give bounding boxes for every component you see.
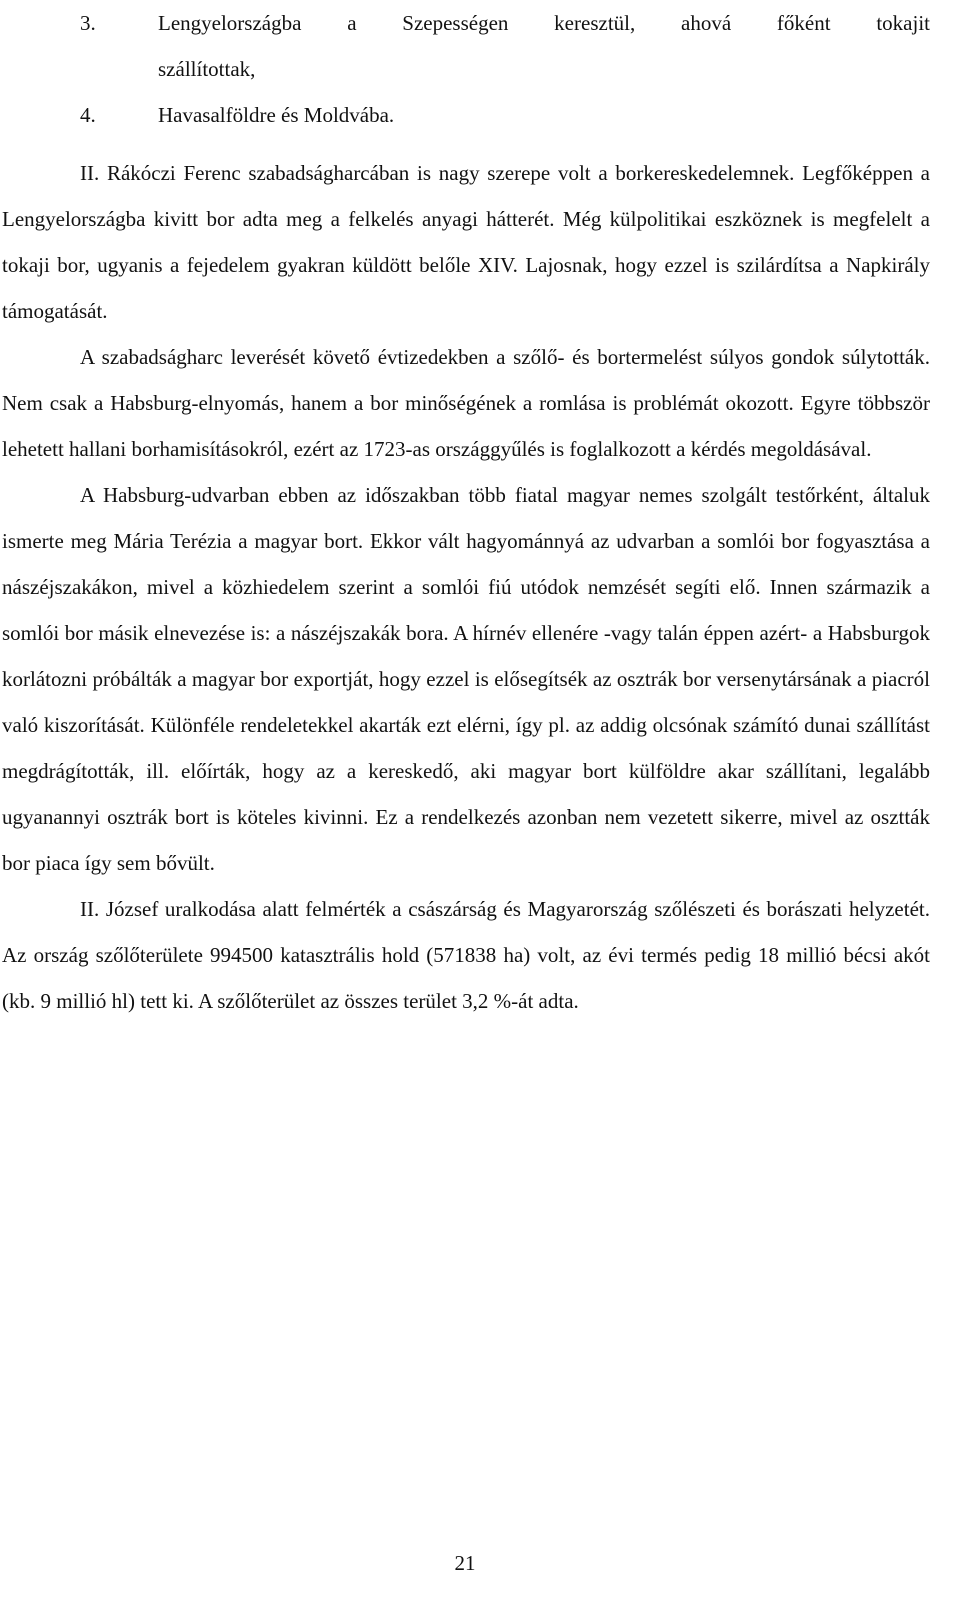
list-item-text: Havasalföldre és Moldvába. bbox=[158, 103, 395, 127]
paragraph: A szabadságharc leverését követő évtizedekben a szőlő- és bortermelést súlyos gondok súlytották. Nem csak a Habsburg-elnyomás, hanem a bor minőségének a romlása is problémát okozott. Egyre többször lehetett hallani borhamisításokról, ezért az 1723-as országgyűlés is foglalkozott a kérdés megoldásával. bbox=[2, 345, 930, 461]
paragraph: II. Rákóczi Ferenc szabadságharcában is nagy szerepe volt a borkereskedelemnek. Legfőképpen a Lengyelországba kivitt bor adta meg a felkelés anyagi hátterét. Még külpolitikai eszköznek is megfelelt a tokaji bor, ugyanis a fejedelem gyakran küldött belőle XIV. Lajosnak, hogy ezzel is szilárdítsa a Napkirály támogatását. bbox=[2, 161, 930, 323]
list-item bbox=[0, 0, 960, 46]
paragraph: II. József uralkodása alatt felmérték a császárság és Magyarország szőlészeti és borászati helyzetét. Az ország szőlőterülete 994500 katasztrális hold (571838 ha) volt, az évi termés pedig 18 millió bécsi akót (kb. 9 millió hl) tett ki. A szőlőterület az összes terület 3,2 %-át adta. bbox=[2, 897, 930, 1013]
paragraph: A Habsburg-udvarban ebben az időszakban több fiatal magyar nemes szolgált testőrként, általuk ismerte meg Mária Terézia a magyar bort. Ekkor vált hagyománnyá az udvarban a somlói bor fogyasztása a nászéjszakákon, mivel a közhiedelem szerint a somlói fiú utódok nemzését segíti elő. Innen származik a somlói bor másik elnevezése is: a nászéjszakák bora. A hírnév ellenére -vagy talán éppen azért- a Habsburgok korlátozni próbálták a magyar bor exportját, hogy ezzel is elősegítsék az osztrák bor versenytársának a piacról való kiszorítását. Különféle rendeletekkel akarták ezt elérni, így pl. az addig olcsónak számító dunai szállítást megdrágították, ill. előírták, hogy az a kereskedő, aki magyar bort külföldre akar szállítani, legalább ugyanannyi osztrák bort is köteles kivinni. Ez a rendelkezés azonban nem vezetett sikerre, mivel az osztták bor piaca így sem bővült. bbox=[2, 483, 930, 875]
numbered-list bbox=[0, 0, 960, 138]
list-item-number: 4. bbox=[80, 103, 96, 127]
list-item-text: Lengyelországba a Szepességen keresztül, ahová főként tokajit bbox=[158, 11, 930, 35]
body-text bbox=[2, 150, 930, 1024]
list-item-text-continued: szállítottak, bbox=[158, 57, 256, 81]
list-item-continuation bbox=[0, 46, 960, 92]
list-item bbox=[0, 92, 960, 138]
list-item-number: 3. bbox=[80, 11, 96, 35]
page-number: 21 bbox=[454, 1551, 476, 1575]
